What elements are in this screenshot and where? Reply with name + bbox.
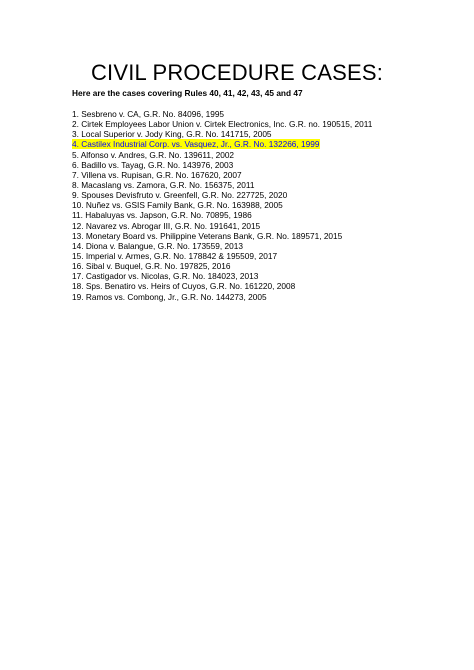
case-text: 19. Ramos vs. Combong, Jr., G.R. No. 144273, 2005 [72,291,267,302]
case-text: 6. Badillo vs. Tayag, G.R. No. 143976, 2003 [72,159,234,170]
case-item [72,281,372,291]
case-text: 5. Alfonso v. Andres, G.R. No. 139611, 2002 [72,149,235,160]
case-text: 17. Castigador vs. Nicolas, G.R. No. 184023, 2013 [72,271,259,282]
case-item [72,241,372,251]
case-list [72,109,372,302]
case-text: 11. Habaluyas vs. Japson, G.R. No. 70895, 1986 [72,210,252,221]
case-text: 18. Sps. Benatiro vs. Heirs of Cuyos, G.R. No. 161220, 2008 [72,281,296,292]
case-text: 16. Sibal v. Buquel, G.R. No. 197825, 2016 [72,261,231,272]
page-title: CIVIL PROCEDURE CASES: [90,60,384,85]
intro-text: Here are the cases covering Rules 40, 41, 42, 43, 45 and 47 [72,88,303,98]
case-text: 3. Local Superior v. Jody King, G.R. No. 141715, 2005 [72,129,272,140]
case-item [72,261,372,271]
case-item [72,251,372,261]
case-text: 10. Nuñez vs. GSIS Family Bank, G.R. No. 163988, 2005 [72,200,283,211]
case-item [72,129,372,139]
case-text: 13. Monetary Board vs. Philippine Veterans Bank, G.R. No. 189571, 2015 [72,230,343,241]
case-item [72,180,372,190]
case-item [72,231,372,241]
case-item [72,119,372,129]
case-item [72,271,372,281]
case-item [72,190,372,200]
case-text: 2. Cirtek Employees Labor Union v. Cirtek Electronics, Inc. G.R. no. 190515, 2011 [72,119,373,130]
case-item [72,109,372,119]
case-text: 7. Villena vs. Rupisan, G.R. No. 167620, 2007 [72,169,242,180]
case-item [72,170,372,180]
case-text: 4. Castilex Industrial Corp. vs. Vasquez, Jr., G.R. No. 132266, 1999 [72,139,320,150]
case-item [72,210,372,220]
case-text: 14. Diona v. Balangue, G.R. No. 173559, 2013 [72,240,243,251]
case-item [72,200,372,210]
case-text: 9. Spouses Devisfruto v. Greenfell, G.R. No. 227725, 2020 [72,190,288,201]
case-item-highlighted [72,139,372,149]
case-item [72,292,372,302]
case-item [72,160,372,170]
case-text: 15. Imperial v. Armes, G.R. No. 178842 & 195509, 2017 [72,250,278,261]
case-item [72,221,372,231]
case-text: 12. Navarez vs. Abrogar III, G.R. No. 191641, 2015 [72,220,261,231]
case-text: 8. Macaslang vs. Zamora, G.R. No. 156375, 2011 [72,179,255,190]
case-item [72,150,372,160]
case-text: 1. Sesbreno v. CA, G.R. No. 84096, 1995 [72,109,225,119]
